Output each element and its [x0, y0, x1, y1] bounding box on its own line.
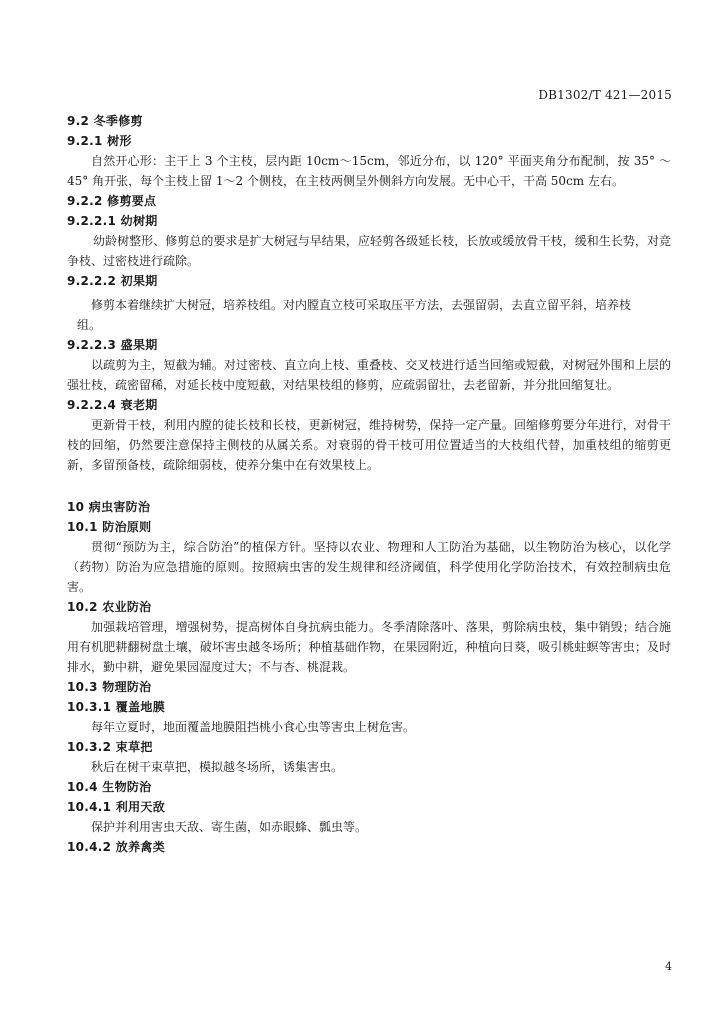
standard-code: DB1302/T 421—2015	[538, 88, 672, 102]
heading-10-4-2: 10.4.2 放养禽类	[67, 840, 165, 854]
heading-9-2: 9.2 冬季修剪	[67, 114, 143, 128]
heading-9-2-2-2: 9.2.2.2 初果期	[67, 274, 158, 288]
paragraph-10-4-1: 保护并利用害虫天敌、寄生菌，如赤眼蜂、瓢虫等。	[91, 820, 368, 834]
heading-10-3-2: 10.3.2 束草把	[67, 740, 153, 754]
heading-10-1: 10.1 防治原则	[67, 520, 152, 534]
paragraph-9-2-1: 自然开心形：主干上 3 个主枝，层内距 10cm～15cm，邻近分布，以 120° 平面夹角分布配制，按 35° ～45° 角开张，每个主枝上留 1～2 个侧枝，在主枝两侧呈外侧斜方向发展。无中心干，干高 50cm 左右。	[67, 154, 671, 188]
heading-10-3: 10.3 物理防治	[67, 680, 152, 694]
paragraph-10-3-2: 秋后在树干束草把，模拟越冬场所，诱集害虫。	[91, 760, 344, 774]
heading-10-4-1: 10.4.1 利用天敌	[67, 800, 165, 814]
heading-10: 10 病虫害防治	[67, 500, 151, 514]
heading-10-4: 10.4 生物防治	[67, 780, 152, 794]
paragraph-10-3-1: 每年立夏时，地面覆盖地膜阻挡桃小食心虫等害虫上树危害。	[91, 720, 416, 734]
paragraph-9-2-2-2-line2: 组。	[77, 318, 102, 332]
paragraph-9-2-2-2-line1: 修剪本着继续扩大树冠，培养枝组。对内膛直立枝可采取压平方法，去强留弱，去直立留平斜，培养枝	[91, 298, 632, 312]
heading-9-2-1: 9.2.1 树形	[67, 134, 132, 148]
heading-9-2-2: 9.2.2 修剪要点	[67, 194, 157, 208]
paragraph-9-2-2-3: 以疏剪为主，短截为辅。对过密枝、直立向上枝、重叠枝、交叉枝进行适当回缩或短截，对树冠外围和上层的强壮枝，疏密留稀，对延长枝中度短截，对结果枝组的修剪，应疏弱留壮，去老留新，并分批回缩复壮。	[67, 358, 671, 392]
heading-9-2-2-4: 9.2.2.4 衰老期	[67, 398, 158, 412]
heading-9-2-2-1: 9.2.2.1 幼树期	[67, 214, 158, 228]
paragraph-10-2: 加强栽培管理，增强树势，提高树体自身抗病虫能力。冬季清除落叶、落果，剪除病虫枝，集中销毁；结合施用有机肥耕翻树盘土壤，破坏害虫越冬场所；种植基础作物，在果园附近，种植向日葵，吸引桃蛀螟等害虫；及时排水，勤中耕，避免果园湿度过大；不与杏、桃混栽。	[67, 620, 671, 674]
paragraph-9-2-2-4: 更新骨干枝，利用内膛的徒长枝和长枝，更新树冠，维持树势，保持一定产量。回缩修剪要分年进行，对骨干枝的回缩，仍然要注意保持主侧枝的从属关系。对衰弱的骨干枝可用位置适当的大枝组代替，加重枝组的缩剪更新，多留预备枝，疏除细弱枝，使养分集中在有效果枝上。	[67, 418, 671, 472]
heading-10-3-1: 10.3.1 覆盖地膜	[67, 700, 165, 714]
document-body	[67, 111, 671, 857]
paragraph-10-1: 贯彻“预防为主，综合防治”的植保方针。坚持以农业、物理和人工防治为基础，以生物防治为核心，以化学（药物）防治为应急措施的原则。按照病虫害的发生规律和经济阈值，科学使用化学防治技术，有效控制病虫危害。	[67, 540, 671, 594]
page-number: 4	[665, 960, 672, 973]
section-gap	[67, 475, 671, 497]
heading-9-2-2-3: 9.2.2.3 盛果期	[67, 338, 158, 352]
heading-10-2: 10.2 农业防治	[67, 600, 152, 614]
paragraph-9-2-2-1: 幼龄树整形、修剪总的要求是扩大树冠与早结果，应轻剪各级延长枝，长放或缓放骨干枝，缓和生长势，对竞争枝、过密枝进行疏除。	[67, 234, 671, 268]
